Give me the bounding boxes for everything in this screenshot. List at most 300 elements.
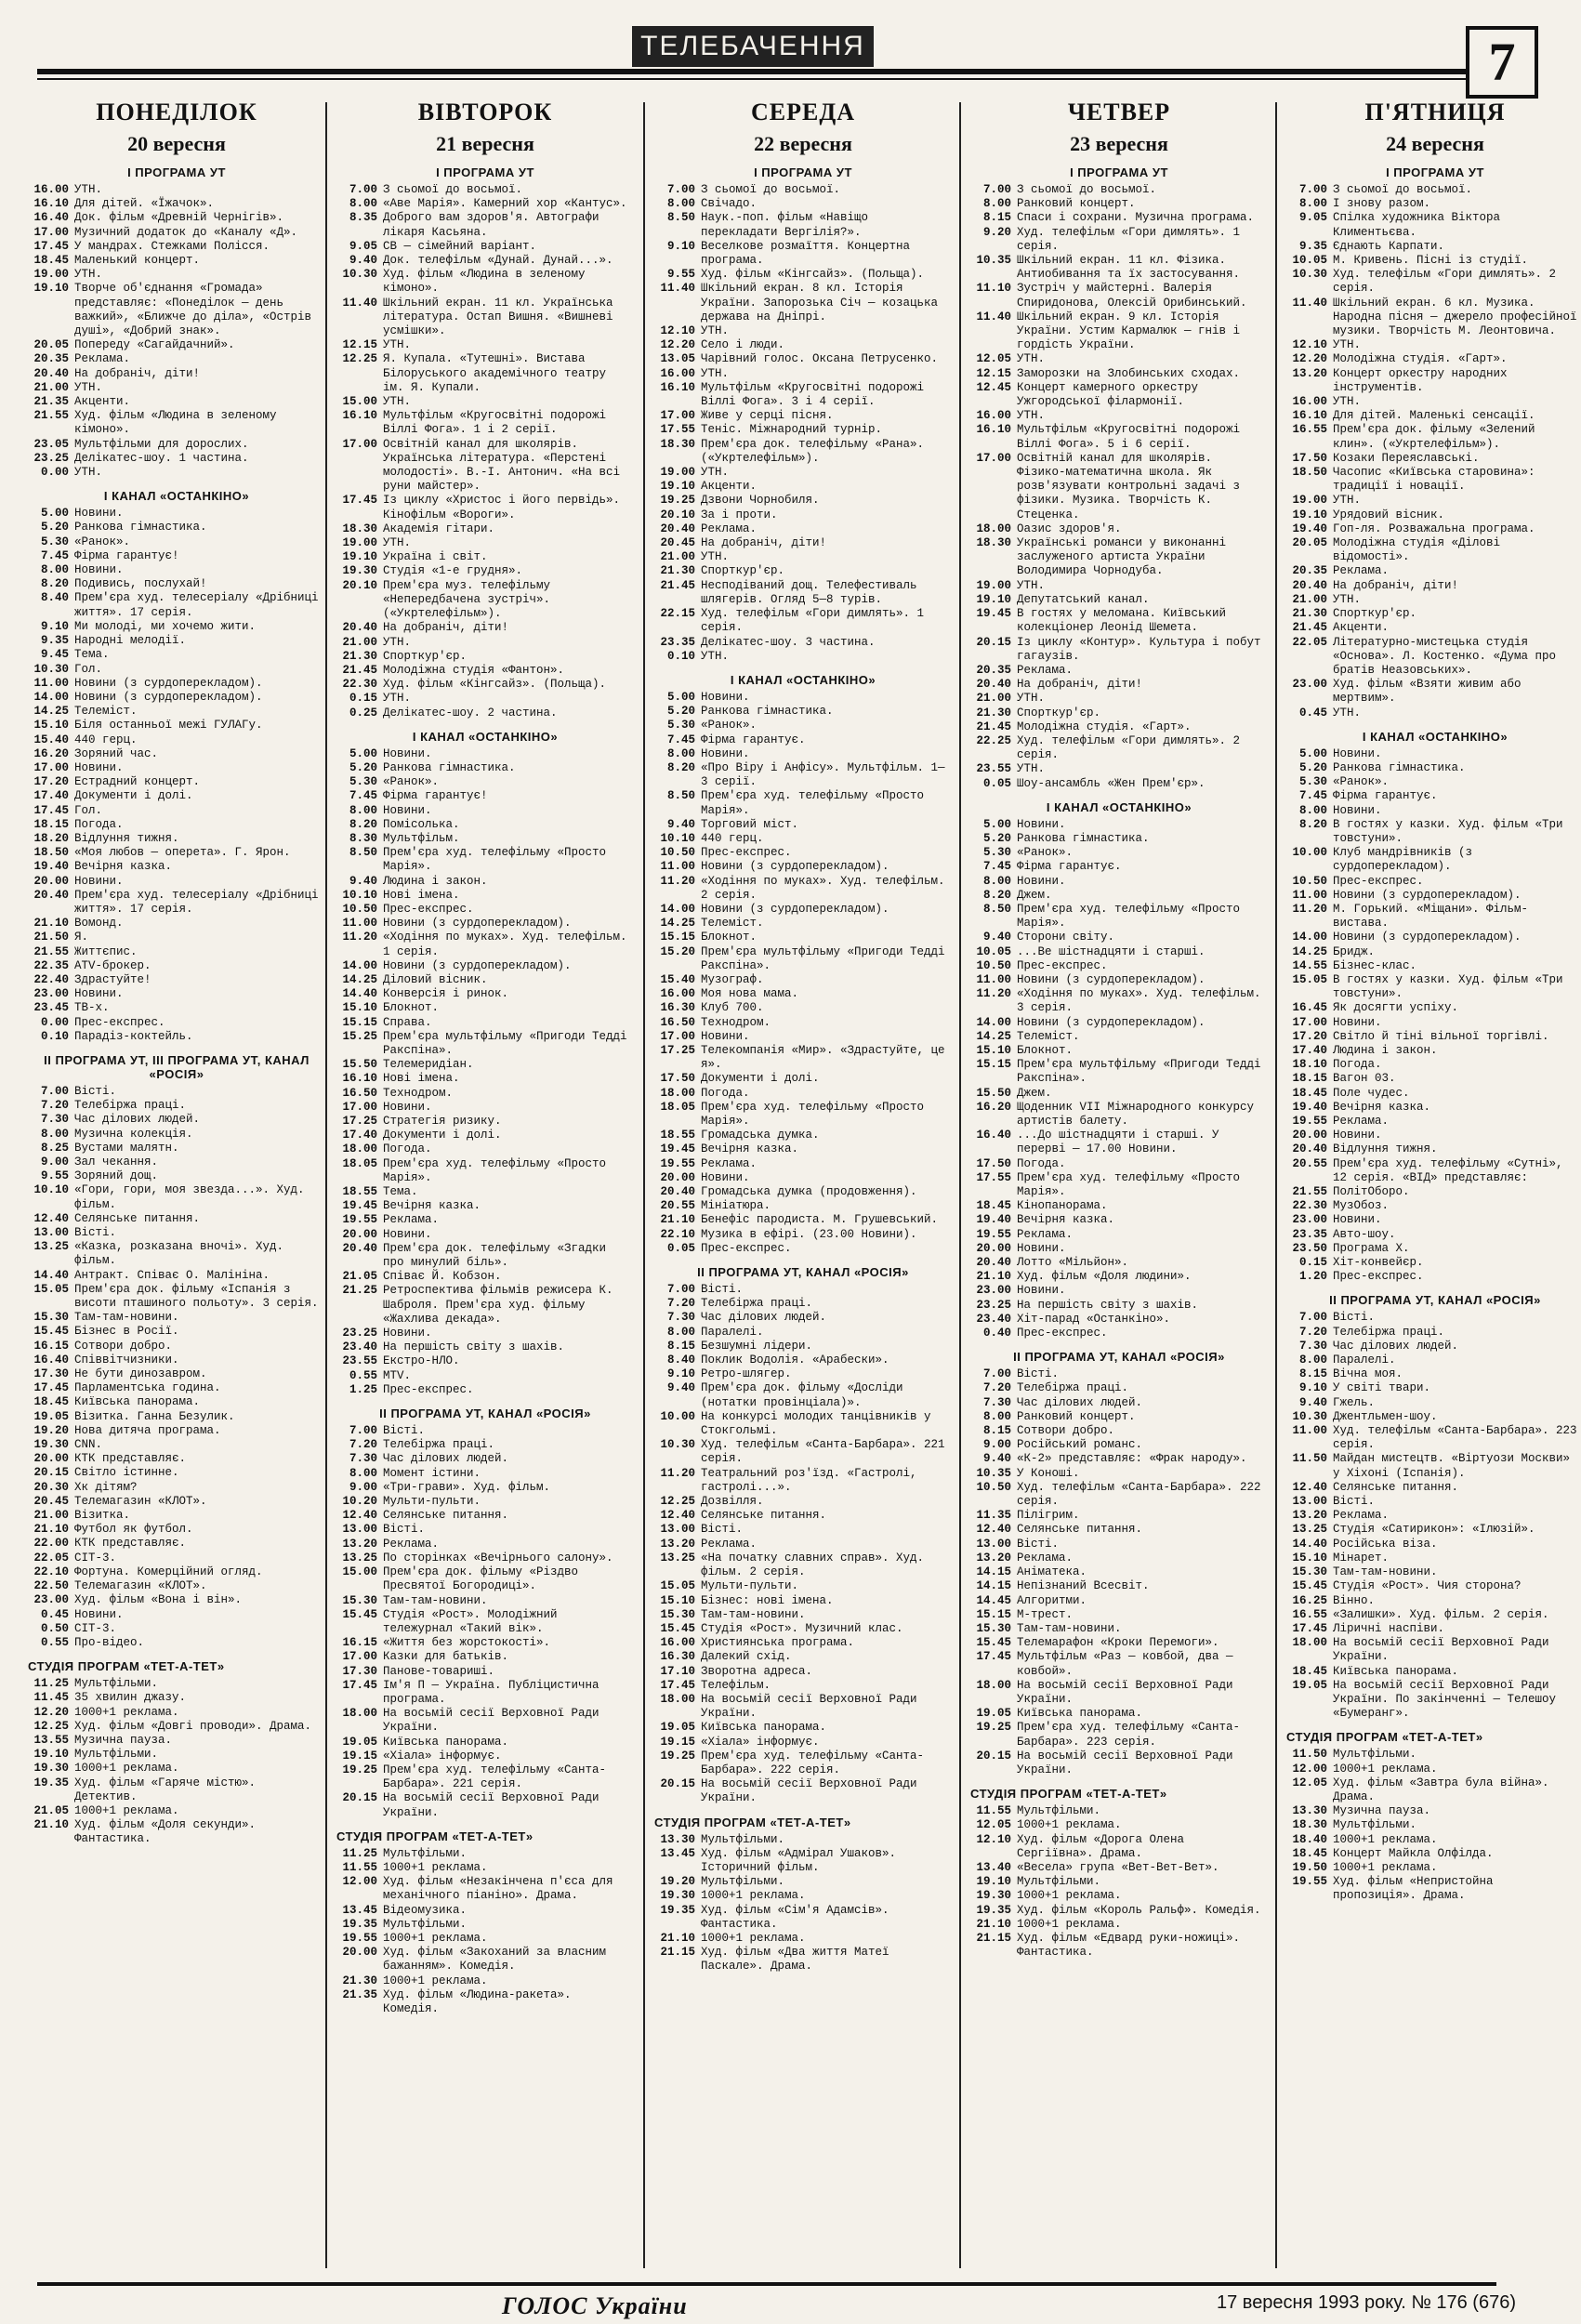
program-title: Козаки Переяславські. xyxy=(1333,451,1480,465)
program-title: На восьмій сесії Верховної Ради України. xyxy=(701,1692,917,1721)
program-title: Відеомузика. xyxy=(383,1903,468,1917)
program-title: Футбол як футбол. xyxy=(74,1523,193,1537)
program-time: 23.00 xyxy=(33,987,69,1001)
program-time: 14.00 xyxy=(976,1015,1011,1029)
program-time: 14.25 xyxy=(342,972,377,986)
program-title: УТН. xyxy=(74,380,103,394)
program-listing xyxy=(654,691,952,705)
program-time: 21.00 xyxy=(1292,592,1327,606)
program-time: 17.00 xyxy=(660,409,695,423)
program-listing xyxy=(654,1297,952,1311)
program-title: Студія «Рост». Чия сторона? xyxy=(1333,1579,1522,1593)
program-listing xyxy=(28,761,325,775)
program-title: Село і люди. xyxy=(701,338,785,352)
program-listing xyxy=(970,1199,1268,1213)
program-time: 15.10 xyxy=(33,719,69,733)
program-title: Світло й тіні вільної торгівлі. xyxy=(1333,1029,1549,1043)
program-listing xyxy=(336,338,634,352)
program-listing xyxy=(336,846,634,874)
program-time: 21.10 xyxy=(660,1213,695,1227)
program-title: Телебіржа праці. xyxy=(701,1297,813,1311)
program-time: 10.50 xyxy=(660,846,695,860)
program-time: 19.45 xyxy=(660,1142,695,1156)
program-time: 10.10 xyxy=(342,888,377,902)
program-listing xyxy=(1286,593,1581,607)
program-time: 19.10 xyxy=(976,1875,1011,1889)
program-title: 1000+1 реклама. xyxy=(701,1889,806,1903)
program-listing xyxy=(1286,1875,1581,1903)
program-listing xyxy=(336,678,634,692)
program-listing xyxy=(1286,1185,1581,1199)
program-time: 22.25 xyxy=(976,733,1011,747)
program-title: Новини (з сурдоперекладом). xyxy=(1333,888,1522,902)
program-title: Телефільм. xyxy=(701,1678,771,1692)
channel-heading: І КАНАЛ «ОСТАНКІНО» xyxy=(103,489,250,504)
program-time: 8.40 xyxy=(40,591,69,605)
program-title: Прем'єра мультфільму «Пригоди Тедді Ракспіна». xyxy=(1017,1058,1261,1086)
program-listing xyxy=(336,1115,634,1129)
program-listing xyxy=(28,1325,325,1339)
program-listing xyxy=(336,832,634,846)
program-time: 11.00 xyxy=(660,860,695,874)
program-title: Естрадний концерт. xyxy=(74,775,201,789)
program-title: Новини (з сурдоперекладом). xyxy=(74,676,263,690)
program-time: 8.00 xyxy=(982,1409,1011,1423)
program-title: З сьомої до восьмої. xyxy=(1333,183,1473,196)
program-title: 1000+1 реклама. xyxy=(383,1860,488,1874)
program-title: Спаси і сохрани. Музична програма. xyxy=(1017,211,1255,225)
program-time: 7.00 xyxy=(666,1283,695,1297)
program-listing xyxy=(1286,1636,1581,1664)
program-title: Непізнаний Всесвіт. xyxy=(1017,1579,1150,1593)
program-listing xyxy=(28,1734,325,1748)
program-time: 23.25 xyxy=(342,1327,377,1340)
program-title: Мінарет. xyxy=(1333,1551,1390,1565)
program-listing xyxy=(654,1889,952,1903)
program-time: 13.20 xyxy=(976,1551,1011,1565)
program-listing xyxy=(336,183,634,197)
program-time: 17.10 xyxy=(660,1664,695,1678)
program-title: Прем'єра худ. телефільму «Санта-Барбара». 222 серія. xyxy=(701,1749,925,1776)
program-time: 8.00 xyxy=(349,1466,377,1480)
program-listing xyxy=(654,945,952,973)
program-time: 23.35 xyxy=(660,635,695,649)
program-title: Прем'єра худ. телефільму «Просто Марія». xyxy=(383,846,607,874)
program-listing xyxy=(1286,789,1581,803)
program-title: Новини. xyxy=(1333,1129,1382,1142)
program-listing xyxy=(28,1452,325,1466)
program-title: 1000+1 реклама. xyxy=(1333,1860,1438,1874)
program-time: 9.10 xyxy=(666,239,695,253)
program-title: В гостях у казки. Худ. фільм «Три товстуни». xyxy=(1333,972,1563,1001)
program-time: 8.20 xyxy=(349,817,377,831)
program-listing xyxy=(654,1213,952,1227)
program-time: 17.30 xyxy=(33,1367,69,1381)
program-time: 9.00 xyxy=(982,1438,1011,1452)
program-time: 20.00 xyxy=(660,1170,695,1184)
program-title: Прем'єра муз. телефільму «Непередбачена зустріч». («Укртелефільм»). xyxy=(383,578,551,621)
program-title: Конверсія і ринок. xyxy=(383,987,509,1001)
program-title: 440 герц. xyxy=(701,831,764,845)
program-listing xyxy=(970,1552,1268,1565)
program-time: 12.25 xyxy=(33,1719,69,1733)
program-time: 23.40 xyxy=(976,1312,1011,1326)
program-listing xyxy=(970,367,1268,381)
program-time: 13.25 xyxy=(342,1551,377,1565)
program-time: 22.15 xyxy=(660,607,695,621)
program-time: 14.00 xyxy=(342,958,377,972)
program-listing xyxy=(28,945,325,959)
program-title: На добраніч, діти! xyxy=(701,536,827,550)
section-banner: ТЕЛЕБАЧЕННЯ xyxy=(632,26,874,67)
program-time: 14.15 xyxy=(976,1579,1011,1593)
program-title: Для дітей. «Їжачок». xyxy=(74,197,215,211)
program-title: Новини. xyxy=(701,690,750,704)
program-listing xyxy=(28,1085,325,1099)
program-listing xyxy=(654,1438,952,1466)
program-title: З сьомої до восьмої. xyxy=(383,183,523,196)
program-time: 16.00 xyxy=(660,1636,695,1650)
program-title: Ранкова гімнастика. xyxy=(701,705,834,719)
program-time: 19.35 xyxy=(660,1903,695,1917)
program-listing xyxy=(1286,706,1581,720)
program-time: 21.10 xyxy=(33,917,69,931)
program-time: 23.55 xyxy=(342,1354,377,1368)
program-time: 0.45 xyxy=(40,1607,69,1621)
program-title: Худ. фільм «Два життя Матеї Паскале». Драма. xyxy=(701,1946,889,1974)
program-time: 13.30 xyxy=(1292,1804,1327,1818)
day-name: П'ЯТНИЦЯ xyxy=(1364,99,1506,125)
program-title: Хіт-парад «Останкіно». xyxy=(1017,1312,1171,1326)
program-time: 20.00 xyxy=(1292,1129,1327,1142)
program-title: Фірма гарантує. xyxy=(1333,789,1438,803)
program-time: 20.00 xyxy=(33,1452,69,1466)
program-listing xyxy=(654,1608,952,1622)
program-title: Вечірня казка. xyxy=(383,1199,481,1213)
program-title: Тема. xyxy=(383,1185,418,1199)
program-time: 7.45 xyxy=(349,789,377,803)
program-time: 23.00 xyxy=(1292,1213,1327,1227)
program-title: Селянське питання. xyxy=(74,1211,201,1225)
day-date: 23 вересня xyxy=(1070,132,1168,155)
program-listing xyxy=(1286,1818,1581,1832)
program-listing xyxy=(28,1608,325,1622)
program-time: 8.40 xyxy=(666,1353,695,1367)
program-listing xyxy=(654,1367,952,1381)
program-listing xyxy=(28,1481,325,1495)
program-time: 18.00 xyxy=(976,522,1011,535)
program-title: УТН. xyxy=(1333,395,1362,409)
program-listing xyxy=(654,324,952,338)
program-time: 16.50 xyxy=(342,1086,377,1100)
program-title: Прес-експрес. xyxy=(74,1015,165,1029)
program-time: 15.45 xyxy=(1292,1579,1327,1593)
program-title: Погода. xyxy=(74,817,124,831)
program-time: 12.40 xyxy=(1292,1480,1327,1494)
program-time: 13.20 xyxy=(660,1537,695,1551)
program-title: Літературно-мистецька студія «Основа». Л. Костенко. «Дума про братів Неазовських». xyxy=(1333,635,1557,677)
program-time: 8.00 xyxy=(349,803,377,817)
column-divider xyxy=(1275,102,1277,2268)
program-listing xyxy=(336,1861,634,1875)
program-title: Урядовий вісник. xyxy=(1333,508,1445,522)
program-title: Док. телефільм «Дунай. Дунай...». xyxy=(383,254,613,268)
program-title: Селянське питання. xyxy=(1333,1480,1459,1494)
program-listing xyxy=(970,1565,1268,1579)
program-listing xyxy=(654,1171,952,1185)
program-listing xyxy=(970,636,1268,664)
program-listing xyxy=(336,1847,634,1861)
program-time: 19.25 xyxy=(660,1749,695,1763)
program-listing xyxy=(654,1467,952,1495)
program-time: 17.55 xyxy=(660,423,695,437)
program-time: 19.05 xyxy=(342,1735,377,1749)
program-time: 15.30 xyxy=(342,1593,377,1607)
program-listing xyxy=(970,352,1268,366)
program-listing xyxy=(654,1552,952,1579)
program-listing xyxy=(28,1410,325,1424)
program-listing xyxy=(970,536,1268,579)
program-listing xyxy=(336,1424,634,1438)
program-time: 17.00 xyxy=(33,225,69,239)
program-title: «Гори, гори, моя звезда...». Худ. фільм. xyxy=(74,1183,305,1211)
program-listing xyxy=(336,664,634,678)
program-time: 19.25 xyxy=(660,494,695,508)
program-listing xyxy=(1286,197,1581,211)
program-listing xyxy=(970,1396,1268,1410)
program-title: Прем'єра худ. телефільму «Сутні», 12 серія. «ВІД» представляє: xyxy=(1333,1156,1563,1184)
program-title: Телемагазин «КЛОТ». xyxy=(74,1579,207,1593)
program-listing xyxy=(28,860,325,874)
program-listing xyxy=(654,550,952,564)
program-listing xyxy=(28,1706,325,1720)
program-listing xyxy=(336,1327,634,1340)
program-time: 15.40 xyxy=(33,733,69,746)
program-time: 19.10 xyxy=(660,480,695,494)
program-title: УТН. xyxy=(701,550,730,564)
program-time: 17.20 xyxy=(33,775,69,789)
program-listing xyxy=(654,1001,952,1015)
program-listing xyxy=(28,549,325,563)
program-listing xyxy=(970,1157,1268,1171)
program-time: 15.05 xyxy=(660,1579,695,1593)
program-title: 1000+1 реклама. xyxy=(1333,1832,1438,1846)
program-title: «Ранок». xyxy=(74,535,131,548)
program-time: 19.05 xyxy=(33,1409,69,1423)
program-listing xyxy=(28,959,325,973)
channel-heading: ІІ ПРОГРАМА УТ, КАНАЛ «РОСІЯ» xyxy=(697,1265,909,1280)
program-time: 8.20 xyxy=(40,577,69,591)
program-time: 5.00 xyxy=(666,690,695,704)
program-time: 19.40 xyxy=(1292,522,1327,535)
program-title: Прес-експрес. xyxy=(1333,1270,1424,1284)
program-listing xyxy=(970,762,1268,776)
program-time: 18.45 xyxy=(976,1199,1011,1213)
program-listing xyxy=(654,240,952,268)
program-listing xyxy=(1286,1776,1581,1804)
program-listing xyxy=(336,959,634,973)
program-listing xyxy=(1286,1495,1581,1509)
program-title: Нові імена. xyxy=(383,1072,460,1086)
program-title: Мультфільми. xyxy=(1017,1875,1101,1889)
program-time: 18.30 xyxy=(660,437,695,451)
program-title: Паралелі. xyxy=(1333,1353,1396,1367)
program-time: 13.45 xyxy=(342,1903,377,1917)
program-listing xyxy=(1286,931,1581,944)
program-time: 20.40 xyxy=(342,621,377,635)
program-listing xyxy=(1286,889,1581,903)
program-listing xyxy=(28,1537,325,1551)
program-title: Худ. фільм «Людина-ракета». Комедія. xyxy=(383,1987,572,2015)
program-listing xyxy=(970,1284,1268,1298)
program-title: Час ділових людей. xyxy=(74,1113,201,1127)
program-time: 9.00 xyxy=(40,1155,69,1169)
program-listing xyxy=(28,1381,325,1395)
program-listing xyxy=(1286,338,1581,352)
program-title: 1000+1 реклама. xyxy=(1333,1762,1438,1776)
program-title: Худ. фільм «Незакінчена п'єса для механічного піаніно». Драма. xyxy=(383,1875,613,1903)
program-title: Як досягти успіху. xyxy=(1333,1001,1459,1015)
program-listing xyxy=(1286,875,1581,889)
program-time: 10.50 xyxy=(1292,874,1327,888)
program-listing xyxy=(654,1353,952,1367)
program-title: Часопис «Київська старовина»: традиції і новації. xyxy=(1333,466,1535,494)
program-title: «Ранок». xyxy=(701,719,758,733)
program-listing xyxy=(1286,1481,1581,1495)
program-listing xyxy=(28,1001,325,1015)
program-time: 9.40 xyxy=(982,931,1011,944)
program-time: 12.00 xyxy=(1292,1762,1327,1776)
program-title: Фірма гарантує! xyxy=(74,548,179,562)
program-title: Вісті. xyxy=(383,1424,426,1438)
program-title: Молодіжна студія. «Гарт». xyxy=(1333,352,1508,366)
program-title: Прес-експрес. xyxy=(701,1241,792,1255)
program-time: 7.00 xyxy=(666,183,695,196)
channel-heading: І ПРОГРАМА УТ xyxy=(1386,165,1484,179)
program-listing xyxy=(336,352,634,395)
program-title: Блокнот. xyxy=(383,1001,440,1015)
program-listing xyxy=(970,1270,1268,1284)
program-title: Безшумні лідери. xyxy=(701,1339,813,1353)
program-time: 12.15 xyxy=(976,366,1011,380)
program-time: 22.10 xyxy=(33,1565,69,1578)
program-title: Майдан мистецтв. «Віртуози Москви» у Хіхоні (Іспанія). xyxy=(1333,1452,1571,1480)
program-listing xyxy=(654,1932,952,1946)
program-time: 15.10 xyxy=(1292,1551,1327,1565)
program-time: 20.10 xyxy=(660,508,695,522)
program-listing xyxy=(1286,536,1581,564)
program-title: Реклама. xyxy=(1017,663,1074,677)
program-time: 17.45 xyxy=(660,1678,695,1692)
program-title: Новини (з сурдоперекладом). xyxy=(383,917,572,931)
program-listing xyxy=(970,226,1268,254)
program-title: Новини. xyxy=(1017,817,1066,831)
program-title: Поклик Водолія. «Арабески». xyxy=(701,1353,889,1367)
program-listing xyxy=(336,1932,634,1946)
program-time: 15.00 xyxy=(342,395,377,409)
program-title: Бридж. xyxy=(1333,944,1376,958)
program-listing xyxy=(654,733,952,747)
program-listing xyxy=(336,621,634,635)
program-listing xyxy=(336,1213,634,1227)
program-time: 5.30 xyxy=(349,775,377,789)
program-title: Худ. телефільм «Гори димлять». 2 серія. xyxy=(1017,733,1241,762)
program-time: 17.30 xyxy=(342,1664,377,1678)
program-time: 7.45 xyxy=(666,733,695,746)
program-listing xyxy=(28,663,325,677)
program-title: Дозвілля. xyxy=(701,1495,764,1509)
program-title: Київська панорама. xyxy=(383,1735,509,1749)
program-title: Новини (з сурдоперекладом). xyxy=(1017,972,1206,986)
program-title: «Весела» група «Вет-Вет-Вет». xyxy=(1017,1860,1219,1874)
program-title: Ліричні наспіви. xyxy=(1333,1621,1445,1635)
program-time: 18.30 xyxy=(976,536,1011,550)
program-title: На добраніч, діти! xyxy=(1017,678,1143,692)
program-listing xyxy=(28,987,325,1001)
program-listing xyxy=(28,1677,325,1691)
program-time: 11.40 xyxy=(342,296,377,310)
program-title: Молодіжна студія. «Гарт». xyxy=(1017,720,1192,733)
program-title: «Ходіння по муках». Худ. телефільм. 3 серія. xyxy=(1017,987,1261,1015)
program-title: ТВ-х. xyxy=(74,1001,110,1015)
program-time: 14.00 xyxy=(33,690,69,704)
program-time: 21.55 xyxy=(33,409,69,423)
program-time: 13.55 xyxy=(33,1733,69,1747)
channel-heading: І КАНАЛ «ОСТАНКІНО» xyxy=(730,672,876,687)
program-time: 18.30 xyxy=(1292,1818,1327,1832)
program-listing xyxy=(336,1369,634,1383)
program-time: 18.00 xyxy=(342,1142,377,1156)
program-listing xyxy=(336,1340,634,1354)
program-listing xyxy=(654,789,952,817)
program-title: Новини. xyxy=(74,507,124,521)
program-time: 19.35 xyxy=(33,1776,69,1789)
program-title: «Залишки». Худ. фільм. 2 серія. xyxy=(1333,1607,1549,1621)
program-listing xyxy=(1286,240,1581,254)
program-title: Худ. фільм «Сім'я Адамсів». Фантастика. xyxy=(701,1903,889,1931)
program-title: 1000+1 реклама. xyxy=(1017,1917,1122,1931)
program-time: 8.15 xyxy=(982,211,1011,225)
program-time: 9.55 xyxy=(40,1169,69,1183)
day-column-thursday xyxy=(970,93,1268,2268)
program-listing xyxy=(28,1128,325,1142)
program-time: 13.20 xyxy=(1292,1509,1327,1523)
program-time: 12.40 xyxy=(976,1523,1011,1537)
program-listing xyxy=(336,889,634,903)
program-title: Бенефіс пародиста. М. Грушевський. xyxy=(701,1213,939,1227)
program-listing xyxy=(336,1199,634,1213)
program-title: Зустріч у майстерні. Валерія Спиридонова, Олексій Орибинський. xyxy=(1017,282,1247,310)
program-title: Мультфільми. xyxy=(1333,1818,1417,1832)
program-title: Людина і закон. xyxy=(1333,1043,1438,1057)
program-listing xyxy=(970,1608,1268,1622)
program-listing xyxy=(970,945,1268,959)
program-title: Народні мелодії. xyxy=(74,634,187,648)
program-title: Нова дитяча програма. xyxy=(74,1423,221,1437)
program-time: 8.00 xyxy=(666,1325,695,1339)
program-time: 19.10 xyxy=(1292,508,1327,522)
program-listing xyxy=(28,1720,325,1734)
program-time: 12.40 xyxy=(342,1509,377,1523)
program-title: Новини. xyxy=(74,563,124,577)
program-time: 19.00 xyxy=(660,466,695,480)
program-listing xyxy=(970,1523,1268,1537)
day-column-wednesday xyxy=(654,93,952,2268)
program-title: Концерт Майкла Олфілда. xyxy=(1333,1846,1494,1860)
program-time: 9.05 xyxy=(1298,211,1327,225)
program-time: 10.30 xyxy=(1292,1409,1327,1423)
program-time: 22.50 xyxy=(33,1579,69,1593)
